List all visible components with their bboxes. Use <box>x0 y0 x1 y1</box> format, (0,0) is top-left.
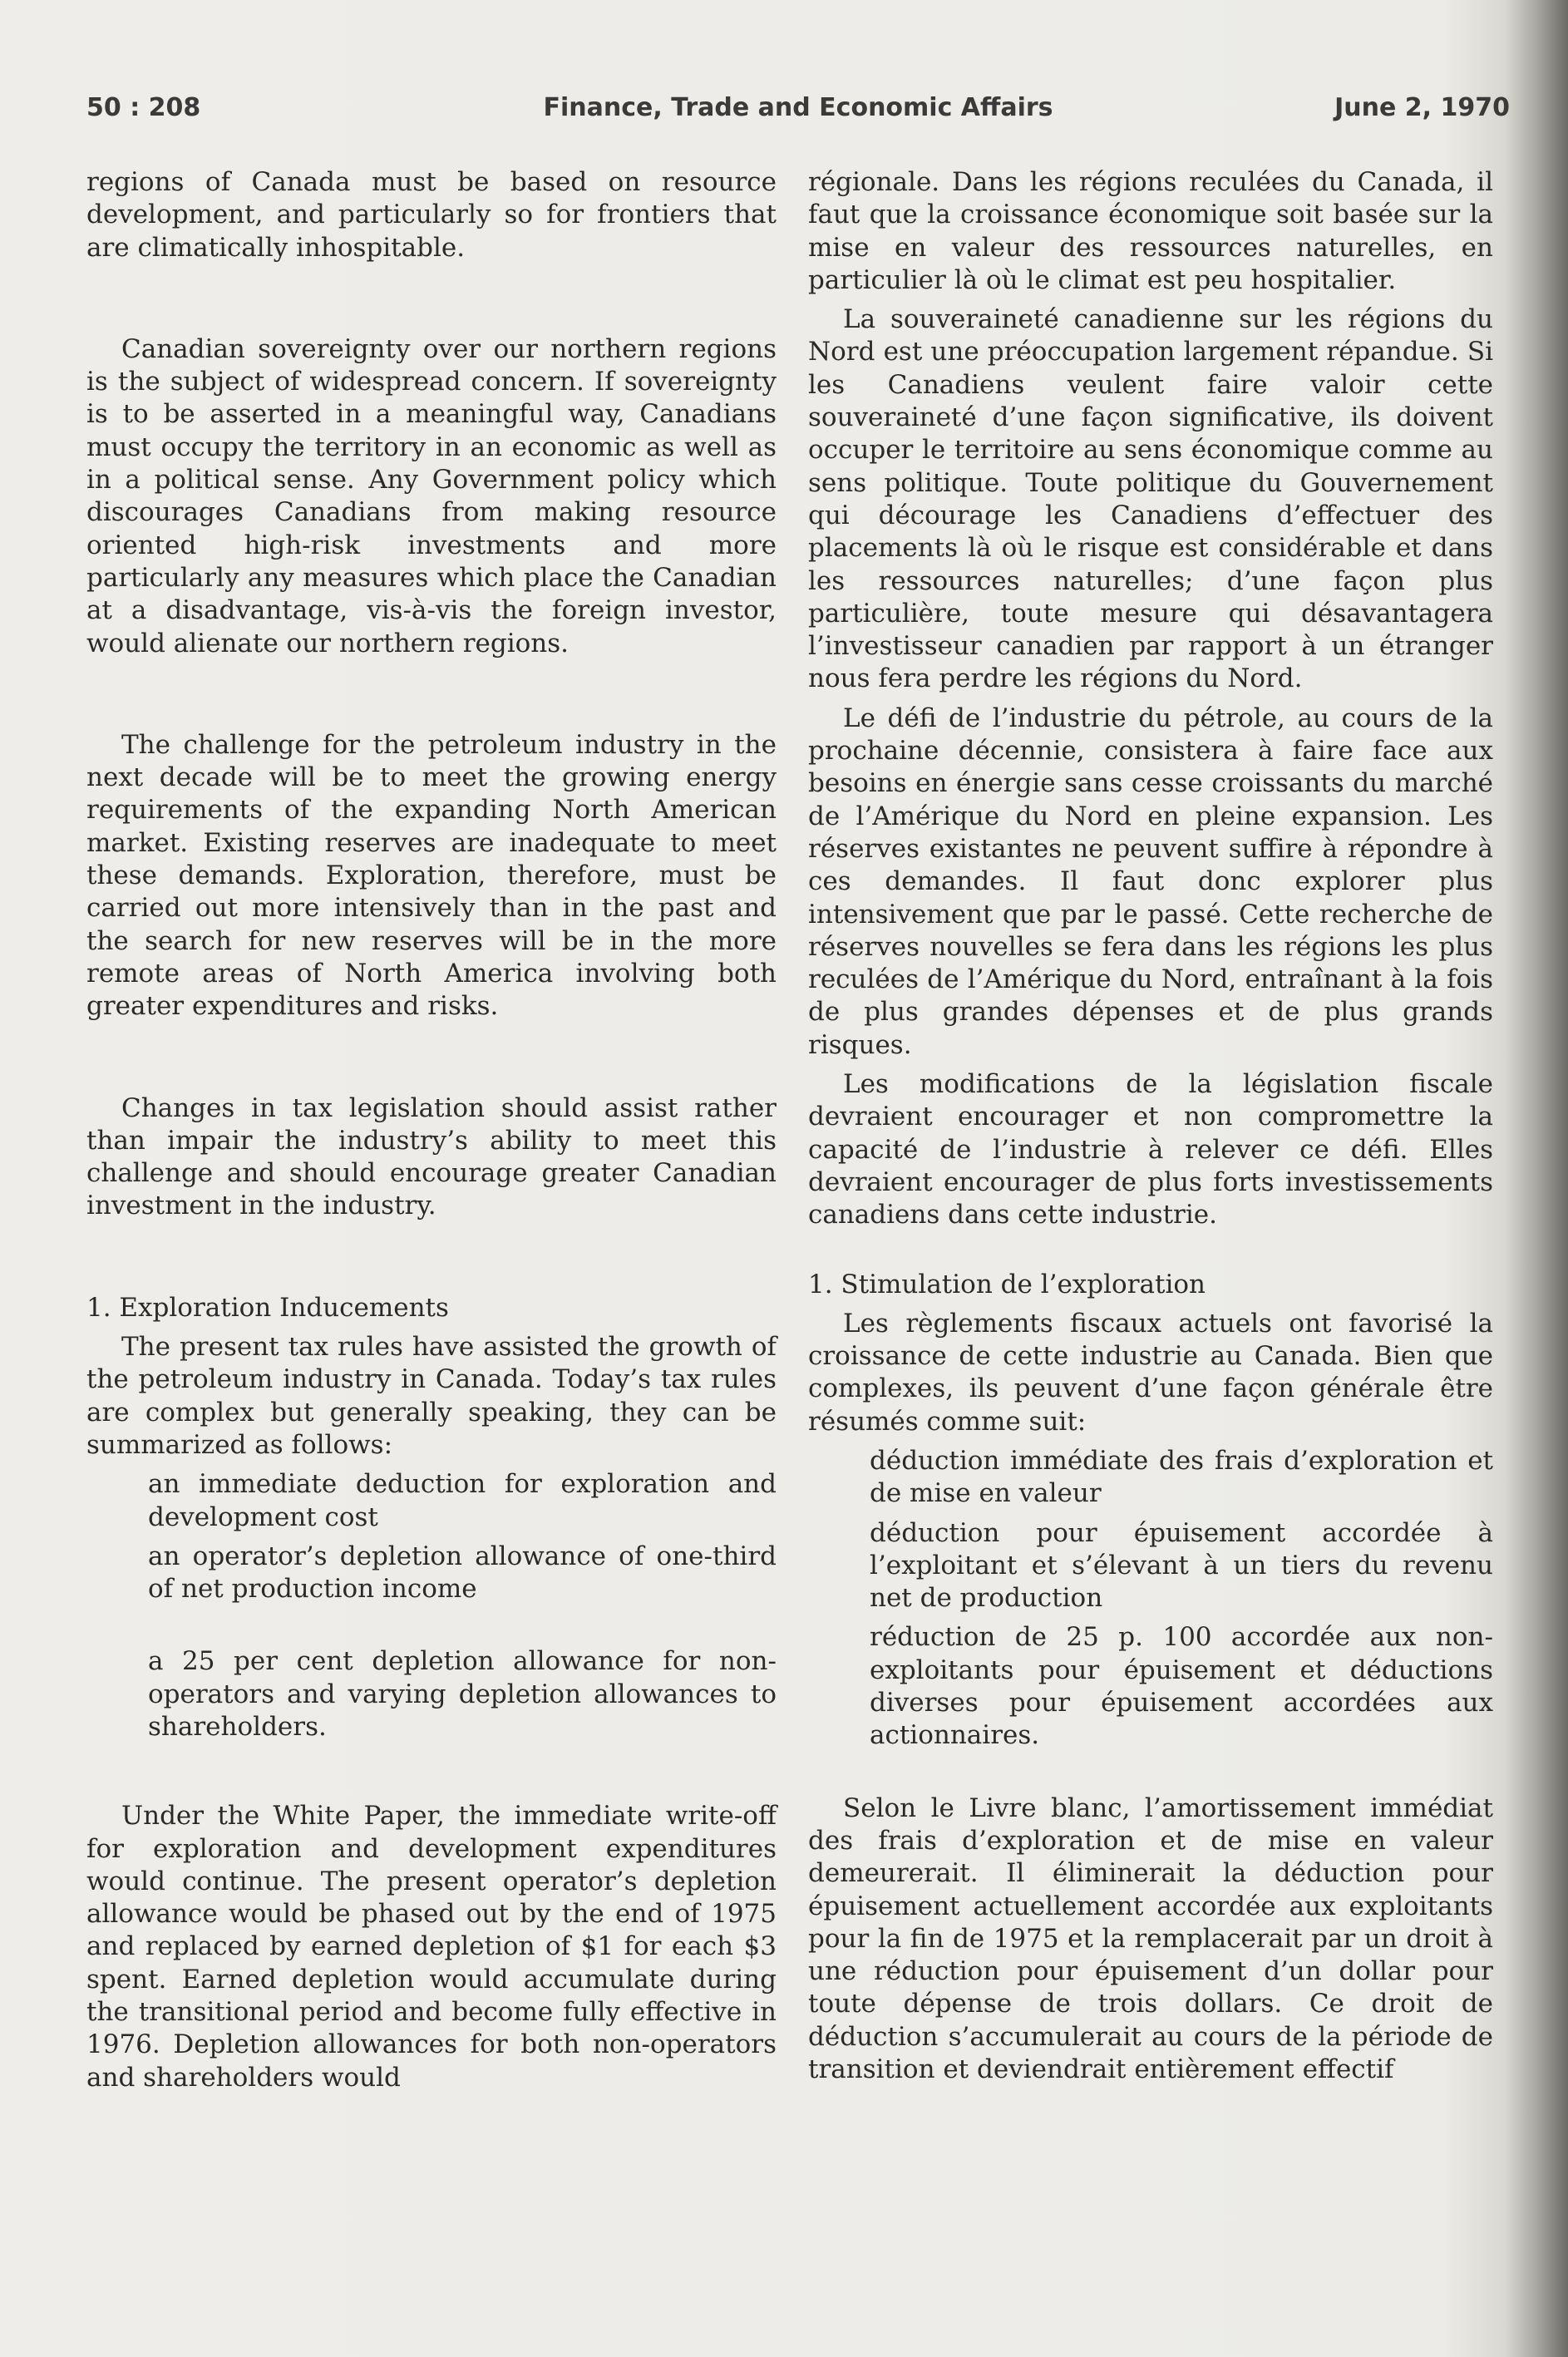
en-paragraph-5: The present tax rules have assisted the growth of the petroleum industry in Canada. Today’s tax rules are complex but generally speaking, they can be summarized as follows: <box>86 1332 777 1460</box>
fr-list-item-3: réduction de 25 p. 100 accordée aux non-exploitants pour épuisement et déductions diverses pour épuisement accordées aux actionnaires. <box>870 1622 1493 1751</box>
en-paragraph-2: Canadian sovereignty over our northern regions is the subject of widespread concern. If sovereignty is to be asserted in a meaningful way, Canadians must occupy the territory in an economic as well as in a political sense. Any Government policy which discourages Canadians from making resource oriented high-risk investments and more particularly any measures which place the Canadian at a disadvantage, vis-à-vis the foreign investor, would alienate our northern regions. <box>86 333 777 658</box>
en-paragraph-6: Under the White Paper, the immediate write-off for exploration and development expenditures would continue. The present operator’s depletion allowance would be phased out by the end of 1975 and replaced by earned depletion of $1 for each $3 spent. Earned depletion would accumulate during the transitional period and become fully effective in 1976. Depletion allowances for both non-operators and shareholders would <box>86 1801 777 2093</box>
en-paragraph-4: Changes in tax legislation should assist rather than impair the industry’s ability to meet this challenge and should encourage greater Canadian investment in the industry. <box>86 1092 777 1221</box>
running-title: Finance, Trade and Economic Affairs <box>543 93 1053 122</box>
en-section-heading: 1. Exploration Inducements <box>86 1292 449 1323</box>
fr-list-item-2: déduction pour épuisement accordée à l’exploitant et s’élevant à un tiers du revenu net de production <box>870 1517 1493 1614</box>
fr-paragraph-1: régionale. Dans les régions reculées du Canada, il faut que la croissance économique soit basée sur la mise en valeur des ressources naturelles, en particulier là où le climat est peu hospitalier. <box>808 167 1493 295</box>
en-paragraph-1: regions of Canada must be based on resource development, and particularly so for frontiers that are climatically inhospitable. <box>86 167 777 263</box>
en-list-item-3: a 25 per cent depletion allowance for non-operators and varying depletion allowances to shareholders. <box>148 1646 777 1742</box>
fr-paragraph-5: Les règlements fiscaux actuels ont favorisé la croissance de cette industrie au Canada. Bien que complexes, ils peuvent d’une façon générale être résumés comme suit: <box>808 1308 1493 1437</box>
fr-paragraph-2: La souveraineté canadienne sur les régions du Nord est une préoccupation largement répandue. Si les Canadiens veulent faire valoir cette souveraineté d’une façon significative, ils doivent occuper le territoire au sens économique comme au sens politique. Toute politique du Gouvernement qui décourage les Canadiens d’effectuer des placements là où le risque est considérable et dans les ressources naturelles; d’une façon plus particulière, toute mesure qui désavantagera l’investisseur canadien par rapport à un étranger nous fera perdre les régions du Nord. <box>808 304 1493 694</box>
fr-paragraph-4: Les modifications de la législation fiscale devraient encourager et non compromettre la capacité de l’industrie à relever ce défi. Elles devraient encourager de plus forts investissements canadiens dans cette industrie. <box>808 1069 1493 1230</box>
en-paragraph-3: The challenge for the petroleum industry in the next decade will be to meet the growing energy requirements of the expanding North American market. Existing reserves are inadequate to meet these demands. Exploration, therefore, must be carried out more intensively than in the past and the search for new reserves will be in the more remote areas of North America involving both greater expenditures and risks. <box>86 729 777 1022</box>
en-list-item-1: an immediate deduction for exploration and development cost <box>148 1469 777 1532</box>
en-list-item-2: an operator’s depletion allowance of one-third of net production income <box>148 1541 777 1605</box>
page-number: 50 : 208 <box>86 93 201 122</box>
fr-paragraph-3: Le défi de l’industrie du pétrole, au cours de la prochaine décennie, consistera à faire face aux besoins en énergie sans cesse croissants du marché de l’Amérique du Nord en pleine expansion. Les réserves existantes ne peuvent suffire à répondre à ces demandes. Il faut donc explorer plus intensivement que par le passé. Cette recherche de réserves nouvelles se fera dans les régions les plus reculées de l’Amérique du Nord, entraînant à la fois de plus grandes dépenses et de plus grands risques. <box>808 703 1493 1060</box>
english-column <box>86 166 777 2094</box>
fr-paragraph-6: Selon le Livre blanc, l’amortissement immédiat des frais d’exploration et de mise en valeur demeurerait. Il éliminerait la déduction pour épuisement actuellement accordée aux exploitants pour la fin de 1975 et la remplacerait par un droit à une réduction pour épuisement d’un dollar pour toute dépense de trois dollars. Ce droit de déduction s’accumulerait au cours de la période de transition et deviendrait entièrement effectif <box>808 1792 1493 2085</box>
page-header <box>86 93 1510 135</box>
fr-section-heading: 1. Stimulation de l’exploration <box>808 1269 1206 1299</box>
page-date: June 2, 1970 <box>1334 93 1510 122</box>
fr-list-item-1: déduction immédiate des frais d’exploration et de mise en valeur <box>870 1445 1493 1509</box>
french-column <box>808 166 1493 2086</box>
